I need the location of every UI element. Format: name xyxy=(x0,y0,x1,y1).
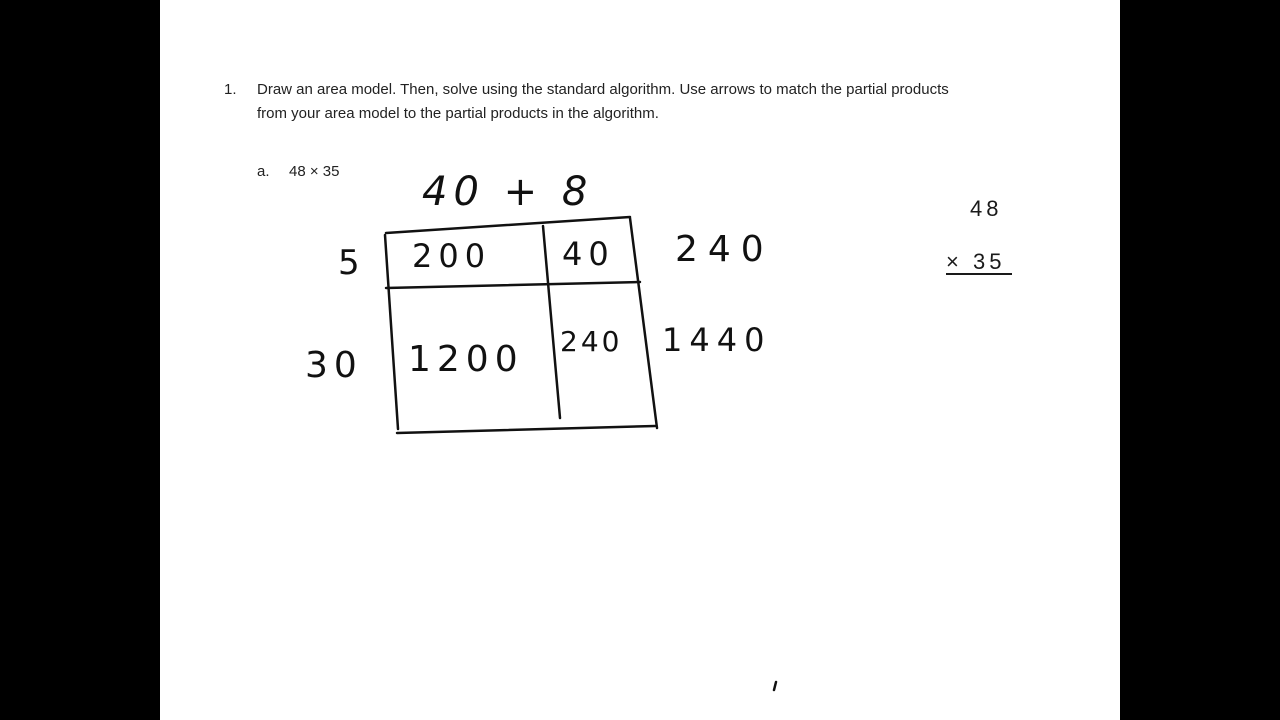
cell-1200: 1200 xyxy=(408,339,524,380)
cell-240: 240 xyxy=(560,325,623,358)
row-label-5: 5 xyxy=(338,243,366,283)
algorithm-top-number: 48 xyxy=(970,196,1003,221)
worksheet-page xyxy=(160,0,1120,720)
row-total-1440: 1440 xyxy=(662,321,772,359)
instruction-line-1: Draw an area model. Then, solve using the standard algorithm. Use arrows to match the partial products xyxy=(257,81,949,98)
top-expansion-label: 40 + 8 xyxy=(422,169,594,215)
algorithm-multiplier: × 35 xyxy=(946,249,1006,274)
row-label-30: 30 xyxy=(305,345,363,386)
cell-40: 40 xyxy=(562,235,615,273)
stray-pen-mark xyxy=(160,0,1120,720)
part-label: a. xyxy=(257,163,270,180)
problem-number: 1. xyxy=(224,81,237,98)
cell-200: 200 xyxy=(412,237,492,275)
row-total-240: 240 xyxy=(675,229,774,270)
instruction-line-2: from your area model to the partial products in the algorithm. xyxy=(257,105,659,122)
multiplication-expression: 48 × 35 xyxy=(289,163,340,180)
